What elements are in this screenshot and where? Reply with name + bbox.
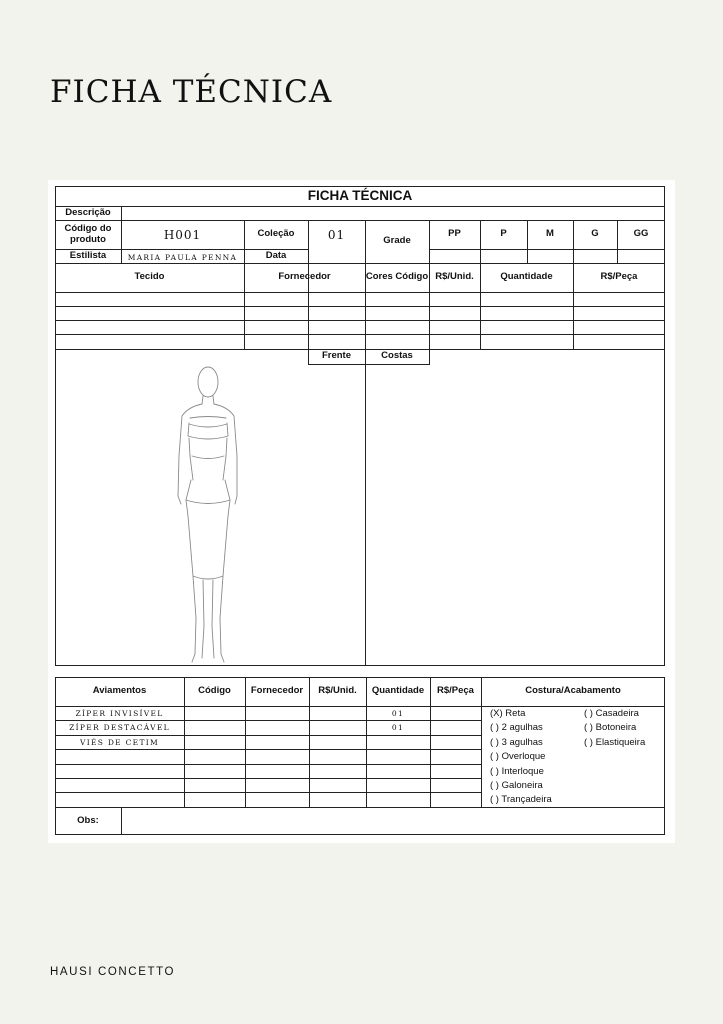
size-gg: GG bbox=[633, 228, 649, 240]
obs-field[interactable] bbox=[122, 808, 664, 834]
aviamento-row-1-name[interactable]: ZÍPER INVISÍVEL bbox=[75, 709, 164, 718]
aviamento-row-2-qty[interactable]: 01 bbox=[391, 723, 405, 732]
label-colecao: Coleção bbox=[257, 228, 295, 240]
costura-option-reta[interactable]: (X) Reta bbox=[490, 708, 526, 719]
aviamento-row-2-name[interactable]: ZÍPER DESTACÁVEL bbox=[69, 723, 170, 732]
costura-option-interloque[interactable]: ( ) Interloque bbox=[490, 766, 544, 777]
label-frente: Frente bbox=[321, 350, 352, 362]
costura-option-elastiqueira[interactable]: ( ) Elastiqueira bbox=[584, 737, 646, 748]
size-pp: PP bbox=[448, 228, 461, 240]
header-quantidade: Quantidade bbox=[500, 271, 553, 283]
page-title: FICHA TÉCNICA bbox=[50, 74, 333, 110]
header-av-rs-unid: R$/Unid. bbox=[318, 685, 357, 697]
costura-option-galoneira[interactable]: ( ) Galoneira bbox=[490, 780, 543, 791]
colecao-value[interactable]: 01 bbox=[327, 228, 346, 242]
aviamento-row-1-qty[interactable]: 01 bbox=[391, 709, 405, 718]
tech-sheet bbox=[48, 180, 675, 843]
costura-option-trancadeira[interactable]: ( ) Trançadeira bbox=[490, 794, 552, 805]
header-av-rs-peca: R$/Peça bbox=[437, 685, 474, 697]
label-obs: Obs: bbox=[77, 814, 99, 826]
brand-footer: HAUSI CONCETTO bbox=[50, 966, 176, 978]
header-cores-codigo: Cores Código bbox=[365, 271, 429, 283]
header-aviamentos: Aviamentos bbox=[92, 685, 147, 697]
header-costura: Costura/Acabamento bbox=[525, 685, 621, 697]
costura-option-3-agulhas[interactable]: ( ) 3 agulhas bbox=[490, 737, 543, 748]
header-rs-unid: R$/Unid. bbox=[435, 271, 474, 283]
label-descricao: Descrição bbox=[65, 206, 111, 218]
header-fornecedor: Fornecedor bbox=[278, 271, 331, 283]
header-av-fornecedor: Fornecedor bbox=[250, 685, 304, 697]
sheet-title: FICHA TÉCNICA bbox=[307, 188, 413, 204]
label-estilista: Estilista bbox=[69, 249, 107, 261]
costura-option-overloque[interactable]: ( ) Overloque bbox=[490, 751, 546, 762]
size-g: G bbox=[591, 228, 599, 240]
header-tecido: Tecido bbox=[134, 271, 165, 283]
header-rs-peca: R$/Peça bbox=[600, 271, 638, 283]
costura-option-casadeira[interactable]: ( ) Casadeira bbox=[584, 708, 639, 719]
label-costas: Costas bbox=[381, 350, 413, 362]
size-p: P bbox=[500, 228, 507, 240]
aviamento-row-3-name[interactable]: VIÉS DE CETIM bbox=[79, 738, 159, 747]
estilista-value[interactable]: MARIA PAULA PENNA bbox=[127, 253, 238, 262]
label-data: Data bbox=[265, 249, 287, 261]
label-grade: Grade bbox=[383, 235, 411, 247]
header-av-quantidade: Quantidade bbox=[371, 685, 425, 697]
codigo-value[interactable]: H001 bbox=[163, 228, 202, 242]
label-codigo-produto: Código do produto bbox=[64, 222, 112, 245]
costura-option-botoneira[interactable]: ( ) Botoneira bbox=[584, 722, 637, 733]
header-codigo: Código bbox=[198, 685, 231, 697]
costura-option-2-agulhas[interactable]: ( ) 2 agulhas bbox=[490, 722, 543, 733]
garment-sketch bbox=[148, 358, 268, 668]
size-m: M bbox=[546, 228, 554, 240]
